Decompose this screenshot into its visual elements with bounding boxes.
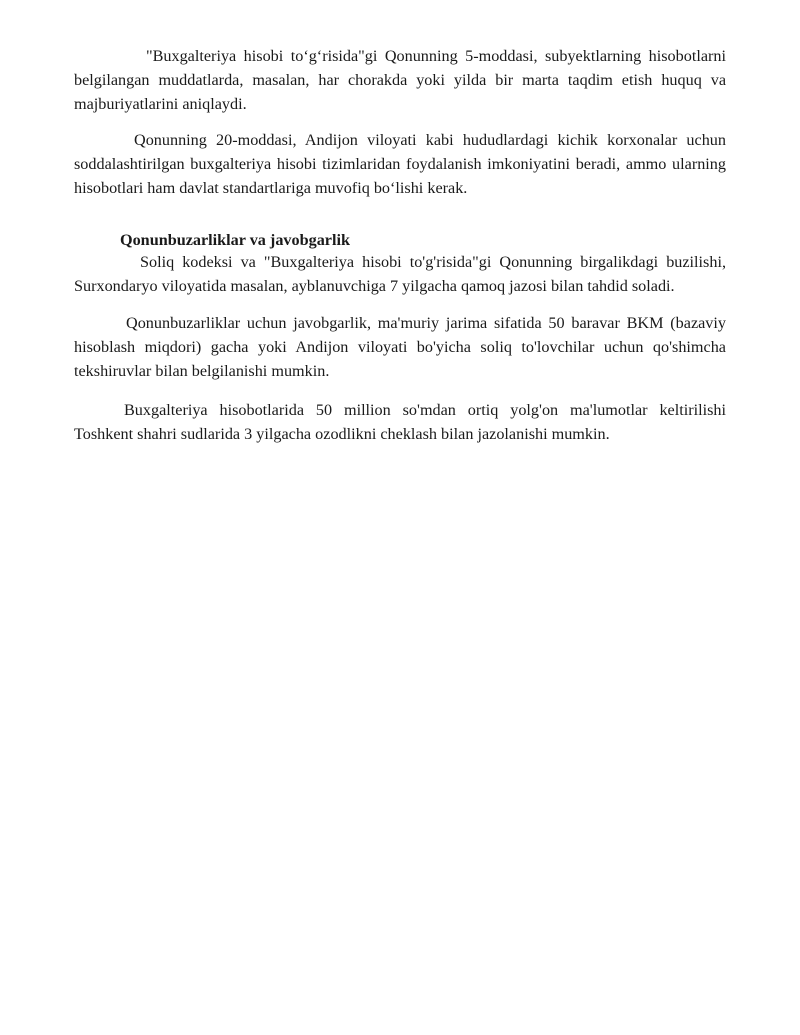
paragraph-tax-code-violation: Soliq kodeksi va "Buxgalteriya hisobi to'g'risida"gi Qonunning birgalikdagi buzilishi, Surxondaryo viloyatida masalan, ayblanuvchiga 7 yilgacha qamoq jazosi bilan tahdid soladi.: [74, 253, 726, 295]
paragraph-false-information: Buxgalteriya hisobotlarida 50 million so'mdan ortiq yolg'on ma'lumotlar keltirilishi Toshkent shahri sudlarida 3 yilgacha ozodlikni cheklash bilan jazolanishi mumkin.: [74, 401, 726, 443]
paragraph-article-5: "Buxgalteriya hisobi to‘g‘risida"gi Qonunning 5-moddasi, subyektlarning hisobotlarni belgilangan muddatlarda, masalan, har chorakda yoki yilda bir marta taqdim etish huquq va majburiyatlarini aniqlaydi.: [74, 47, 726, 113]
section-heading: Qonunbuzarliklar va javobgarlik: [120, 231, 350, 249]
document-page: [74, 44, 726, 446]
paragraph-article-20: Qonunning 20-moddasi, Andijon viloyati kabi hududlardagi kichik korxonalar uchun soddalashtirilgan buxgalteriya hisobi tizimlaridan foydalanish imkoniyatini beradi, ammo ularning hisobotlari ham davlat standartlariga muvofiq bo‘lishi kerak.: [74, 131, 726, 197]
paragraph-administrative-liability: Qonunbuzarliklar uchun javobgarlik, ma'muriy jarima sifatida 50 baravar BKM (bazaviy hisoblash miqdori) gacha yoki Andijon viloyati bo'yicha soliq to'lovchilar uchun qo'shimcha tekshiruvlar bilan belgilanishi mumkin.: [74, 314, 726, 380]
